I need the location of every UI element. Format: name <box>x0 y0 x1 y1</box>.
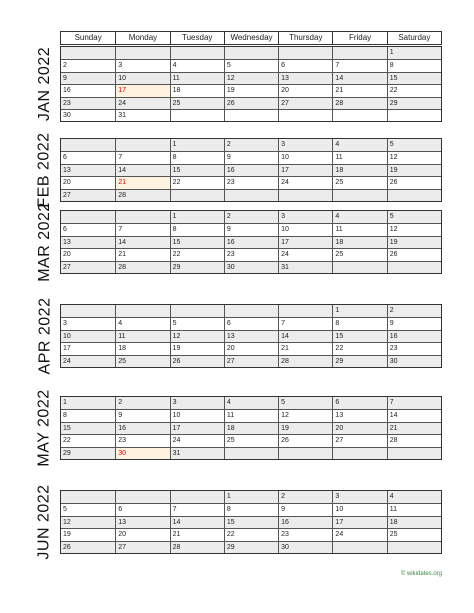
day-cell: 5 <box>387 211 441 223</box>
day-cell: 21 <box>387 422 441 434</box>
day-cell: 19 <box>170 342 224 354</box>
day-cell: 12 <box>170 330 224 342</box>
day-cell: 4 <box>170 59 224 71</box>
day-cell: 24 <box>332 528 386 540</box>
day-cell: 9 <box>278 503 332 515</box>
day-cell: 1 <box>170 139 224 151</box>
day-cell <box>387 541 441 553</box>
weekday-header <box>60 31 442 45</box>
day-cell: 14 <box>115 164 169 176</box>
day-cell: 29 <box>170 261 224 273</box>
day-cell: 4 <box>332 211 386 223</box>
day-cell: 16 <box>61 84 115 96</box>
day-cell: 13 <box>278 72 332 84</box>
day-cell: 19 <box>224 84 278 96</box>
day-cell: 3 <box>61 317 115 329</box>
day-cell: 7 <box>115 223 169 235</box>
day-cell: 16 <box>387 330 441 342</box>
day-cell: 15 <box>61 422 115 434</box>
day-cell: 20 <box>61 176 115 188</box>
day-cell: 5 <box>387 139 441 151</box>
day-cell: 30 <box>387 355 441 367</box>
day-cell: 12 <box>224 72 278 84</box>
month-label-text: MAY 2022 <box>36 389 54 467</box>
day-cell: 10 <box>170 409 224 421</box>
day-cell: 18 <box>387 516 441 528</box>
day-cell: 23 <box>278 528 332 540</box>
day-cell: 13 <box>115 516 169 528</box>
day-cell: 8 <box>332 317 386 329</box>
day-cell <box>61 47 115 59</box>
day-cell <box>278 189 332 201</box>
day-cell: 19 <box>278 422 332 434</box>
day-cell: 7 <box>170 503 224 515</box>
day-cell: 28 <box>332 97 386 109</box>
day-cell: 21 <box>115 176 169 188</box>
day-cell: 20 <box>278 84 332 96</box>
day-cell: 4 <box>224 397 278 409</box>
day-cell: 25 <box>170 97 224 109</box>
footer-credit: © wikidates.org <box>400 571 442 577</box>
day-cell: 4 <box>115 317 169 329</box>
day-cell: 6 <box>278 59 332 71</box>
day-cell: 9 <box>115 409 169 421</box>
day-cell: 8 <box>224 503 278 515</box>
day-cell: 30 <box>224 261 278 273</box>
day-cell: 11 <box>115 330 169 342</box>
day-cell: 23 <box>224 248 278 260</box>
day-cell: 18 <box>332 164 386 176</box>
day-cell: 26 <box>387 176 441 188</box>
day-cell: 16 <box>224 164 278 176</box>
day-cell: 29 <box>332 355 386 367</box>
day-cell: 13 <box>332 409 386 421</box>
day-cell: 24 <box>170 434 224 446</box>
day-cell: 4 <box>332 139 386 151</box>
day-cell <box>61 211 115 223</box>
day-cell: 15 <box>224 516 278 528</box>
day-cell <box>170 47 224 59</box>
day-cell: 21 <box>170 528 224 540</box>
day-cell <box>332 541 386 553</box>
day-cell: 3 <box>332 491 386 503</box>
day-cell: 8 <box>61 409 115 421</box>
day-cell: 6 <box>115 503 169 515</box>
month-label <box>31 484 59 560</box>
day-cell: 8 <box>170 223 224 235</box>
day-cell: 27 <box>224 355 278 367</box>
day-cell: 12 <box>387 223 441 235</box>
day-cell: 11 <box>332 223 386 235</box>
day-cell: 21 <box>278 342 332 354</box>
day-cell: 14 <box>170 516 224 528</box>
day-cell: 7 <box>278 317 332 329</box>
month-grid <box>60 46 442 122</box>
weekday-header-friday: Friday <box>332 32 386 44</box>
day-cell: 5 <box>224 59 278 71</box>
day-cell <box>170 189 224 201</box>
weekday-header-saturday: Saturday <box>387 32 441 44</box>
day-cell: 29 <box>61 447 115 459</box>
month-grid <box>60 396 442 460</box>
day-cell <box>224 305 278 317</box>
day-cell: 22 <box>387 84 441 96</box>
day-cell: 2 <box>224 139 278 151</box>
day-cell: 1 <box>170 211 224 223</box>
day-cell: 31 <box>115 109 169 121</box>
month-grid <box>60 490 442 554</box>
month-label-text: APR 2022 <box>36 297 53 375</box>
day-cell: 23 <box>224 176 278 188</box>
day-cell <box>387 447 441 459</box>
day-cell <box>387 189 441 201</box>
day-cell <box>387 261 441 273</box>
day-cell <box>332 109 386 121</box>
month-label-text: MAR 2022 <box>36 202 53 282</box>
day-cell <box>332 447 386 459</box>
day-cell: 14 <box>387 409 441 421</box>
day-cell: 14 <box>115 236 169 248</box>
day-cell: 25 <box>332 248 386 260</box>
day-cell: 5 <box>278 397 332 409</box>
day-cell: 25 <box>387 528 441 540</box>
day-cell <box>224 47 278 59</box>
day-cell: 12 <box>387 151 441 163</box>
day-cell: 18 <box>115 342 169 354</box>
day-cell: 5 <box>61 503 115 515</box>
weekday-header-wednesday: Wednesday <box>224 32 278 44</box>
day-cell: 6 <box>224 317 278 329</box>
day-cell: 23 <box>61 97 115 109</box>
day-cell: 30 <box>278 541 332 553</box>
day-cell: 15 <box>170 236 224 248</box>
day-cell: 10 <box>115 72 169 84</box>
day-cell: 2 <box>224 211 278 223</box>
day-cell: 20 <box>224 342 278 354</box>
day-cell: 16 <box>224 236 278 248</box>
day-cell: 30 <box>61 109 115 121</box>
day-cell: 4 <box>387 491 441 503</box>
day-cell <box>278 47 332 59</box>
day-cell: 16 <box>278 516 332 528</box>
day-cell: 7 <box>115 151 169 163</box>
day-cell <box>61 139 115 151</box>
day-cell: 19 <box>387 164 441 176</box>
day-cell: 17 <box>61 342 115 354</box>
day-cell <box>115 47 169 59</box>
day-cell: 27 <box>332 434 386 446</box>
day-cell <box>332 189 386 201</box>
day-cell: 3 <box>278 211 332 223</box>
day-cell: 26 <box>278 434 332 446</box>
day-cell: 27 <box>61 261 115 273</box>
day-cell: 14 <box>332 72 386 84</box>
weekday-header-monday: Monday <box>115 32 169 44</box>
day-cell: 17 <box>278 164 332 176</box>
day-cell: 3 <box>115 59 169 71</box>
day-cell <box>224 447 278 459</box>
day-cell: 23 <box>387 342 441 354</box>
day-cell: 2 <box>115 397 169 409</box>
day-cell: 26 <box>61 541 115 553</box>
weekday-header-tuesday: Tuesday <box>170 32 224 44</box>
day-cell <box>115 491 169 503</box>
day-cell: 22 <box>224 528 278 540</box>
day-cell: 18 <box>170 84 224 96</box>
day-cell: 8 <box>170 151 224 163</box>
day-cell: 24 <box>278 248 332 260</box>
day-cell <box>61 491 115 503</box>
day-cell: 20 <box>115 528 169 540</box>
day-cell: 28 <box>115 189 169 201</box>
day-cell <box>387 109 441 121</box>
day-cell: 19 <box>61 528 115 540</box>
day-cell: 27 <box>61 189 115 201</box>
day-cell <box>61 305 115 317</box>
day-cell: 3 <box>170 397 224 409</box>
day-cell: 6 <box>332 397 386 409</box>
day-cell: 25 <box>115 355 169 367</box>
day-cell: 11 <box>332 151 386 163</box>
day-cell: 22 <box>61 434 115 446</box>
day-cell <box>170 305 224 317</box>
day-cell: 17 <box>170 422 224 434</box>
day-cell: 12 <box>61 516 115 528</box>
day-cell: 21 <box>332 84 386 96</box>
day-cell: 9 <box>224 223 278 235</box>
day-cell: 12 <box>278 409 332 421</box>
month-label <box>31 297 59 375</box>
day-cell: 9 <box>387 317 441 329</box>
day-cell: 28 <box>170 541 224 553</box>
day-cell: 25 <box>224 434 278 446</box>
day-cell: 1 <box>332 305 386 317</box>
day-cell: 31 <box>278 261 332 273</box>
day-cell: 9 <box>224 151 278 163</box>
day-cell: 28 <box>115 261 169 273</box>
day-cell: 1 <box>61 397 115 409</box>
day-cell: 20 <box>61 248 115 260</box>
day-cell: 7 <box>387 397 441 409</box>
day-cell: 30 <box>115 447 169 459</box>
month-label <box>31 46 59 122</box>
day-cell: 28 <box>387 434 441 446</box>
day-cell: 3 <box>278 139 332 151</box>
day-cell: 14 <box>278 330 332 342</box>
day-cell: 17 <box>278 236 332 248</box>
day-cell: 22 <box>332 342 386 354</box>
day-cell <box>332 261 386 273</box>
day-cell: 8 <box>387 59 441 71</box>
weekday-header-thursday: Thursday <box>278 32 332 44</box>
day-cell: 6 <box>61 151 115 163</box>
day-cell: 2 <box>61 59 115 71</box>
day-cell <box>278 447 332 459</box>
day-cell <box>170 109 224 121</box>
month-label <box>31 202 59 282</box>
day-cell <box>115 211 169 223</box>
day-cell <box>115 305 169 317</box>
day-cell: 26 <box>387 248 441 260</box>
month-grid <box>60 304 442 368</box>
day-cell: 18 <box>332 236 386 248</box>
day-cell: 11 <box>170 72 224 84</box>
day-cell: 11 <box>224 409 278 421</box>
day-cell: 26 <box>170 355 224 367</box>
day-cell: 15 <box>170 164 224 176</box>
day-cell: 7 <box>332 59 386 71</box>
month-label-text: JUN 2022 <box>36 484 53 560</box>
day-cell: 27 <box>115 541 169 553</box>
day-cell: 16 <box>115 422 169 434</box>
day-cell: 1 <box>387 47 441 59</box>
day-cell: 5 <box>170 317 224 329</box>
day-cell <box>224 189 278 201</box>
day-cell: 17 <box>332 516 386 528</box>
weekday-header-sunday: Sunday <box>74 33 102 42</box>
day-cell: 13 <box>61 164 115 176</box>
month-grid <box>60 210 442 274</box>
day-cell: 22 <box>170 176 224 188</box>
day-cell <box>278 109 332 121</box>
day-cell: 2 <box>387 305 441 317</box>
day-cell: 13 <box>61 236 115 248</box>
day-cell: 31 <box>170 447 224 459</box>
day-cell: 29 <box>224 541 278 553</box>
day-cell: 21 <box>115 248 169 260</box>
month-label-text: FEB 2022 <box>36 132 53 208</box>
day-cell: 9 <box>61 72 115 84</box>
day-cell: 18 <box>224 422 278 434</box>
day-cell: 27 <box>278 97 332 109</box>
day-cell: 24 <box>61 355 115 367</box>
day-cell <box>170 491 224 503</box>
day-cell <box>224 109 278 121</box>
day-cell: 15 <box>387 72 441 84</box>
day-cell: 24 <box>115 97 169 109</box>
month-label <box>31 389 59 467</box>
day-cell <box>332 47 386 59</box>
day-cell: 15 <box>332 330 386 342</box>
day-cell: 10 <box>332 503 386 515</box>
day-cell: 28 <box>278 355 332 367</box>
day-cell: 25 <box>332 176 386 188</box>
day-cell: 1 <box>224 491 278 503</box>
month-grid <box>60 138 442 202</box>
day-cell: 22 <box>170 248 224 260</box>
day-cell: 6 <box>61 223 115 235</box>
day-cell: 13 <box>224 330 278 342</box>
day-cell: 10 <box>61 330 115 342</box>
day-cell: 20 <box>332 422 386 434</box>
day-cell <box>115 139 169 151</box>
day-cell: 2 <box>278 491 332 503</box>
day-cell: 29 <box>387 97 441 109</box>
month-label <box>31 132 59 208</box>
day-cell: 23 <box>115 434 169 446</box>
day-cell: 19 <box>387 236 441 248</box>
day-cell: 10 <box>278 223 332 235</box>
day-cell: 17 <box>115 84 169 96</box>
day-cell: 24 <box>278 176 332 188</box>
day-cell <box>278 305 332 317</box>
day-cell: 11 <box>387 503 441 515</box>
day-cell: 26 <box>224 97 278 109</box>
month-label-text: JAN 2022 <box>36 47 54 122</box>
day-cell: 10 <box>278 151 332 163</box>
